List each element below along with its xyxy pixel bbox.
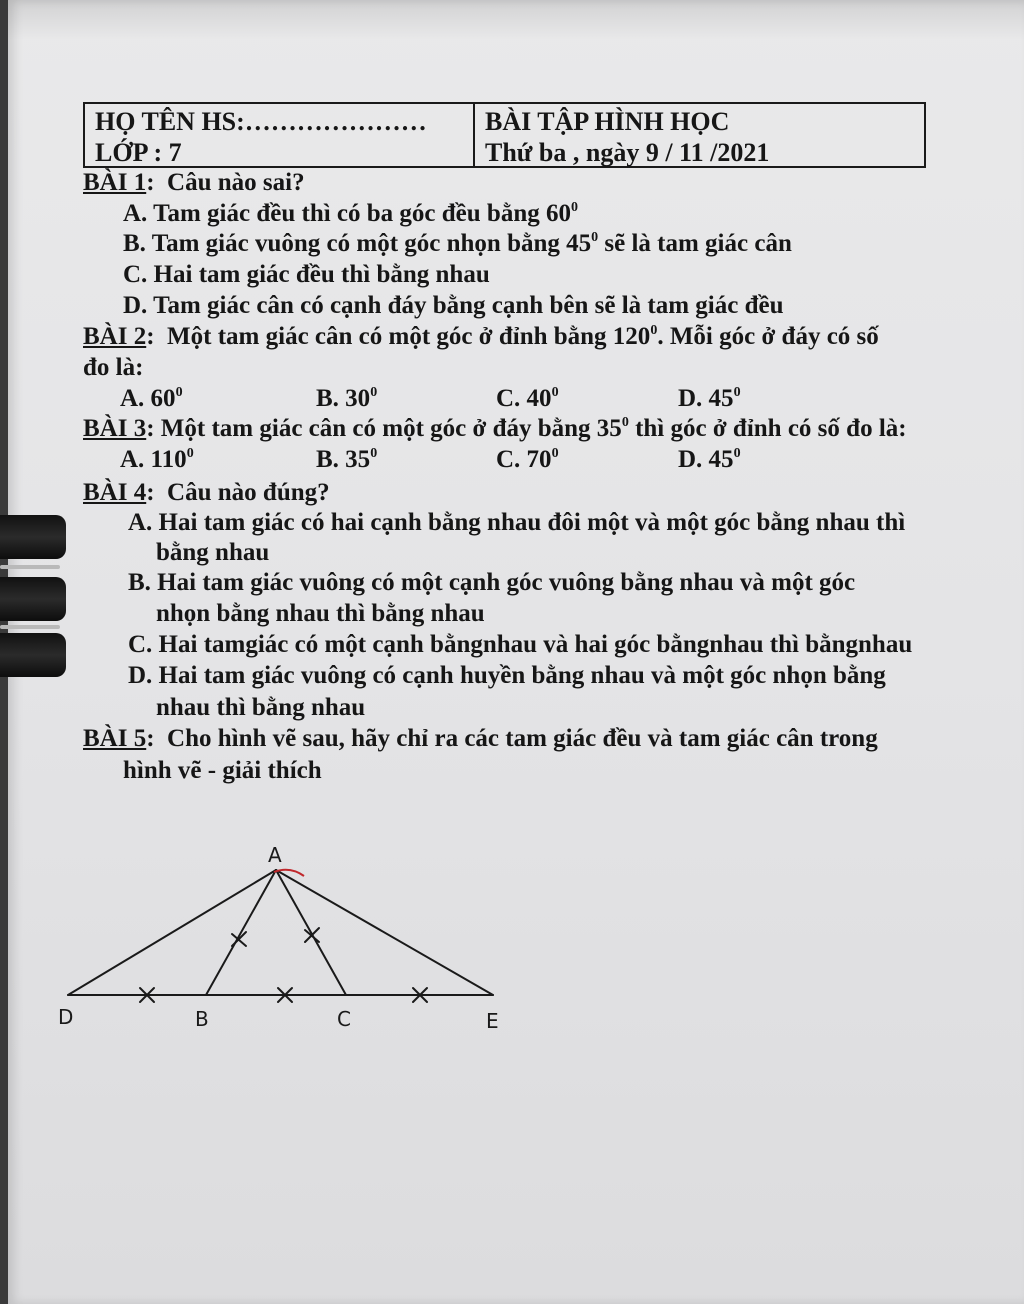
bai3-text: Một tam giác cân có một góc ở đáy bằng 35 — [160, 415, 622, 442]
bai1-option-b-tail: sẽ là tam giác cân — [598, 230, 792, 257]
bai1-option-a-text: A. Tam giác đều thì có ba góc đều bằng 60 — [123, 200, 571, 227]
degree-sup: 0 — [186, 446, 194, 461]
degree-sup: 0 — [733, 446, 741, 461]
worksheet-date: Thứ ba , ngày 9 / 11 /2021 — [485, 138, 770, 167]
bai2-question-line2: đo là: — [83, 354, 144, 381]
degree-sup: 0 — [175, 385, 183, 400]
bai4-option-c: C. Hai tamgiác có một cạnh bằngnhau và hai góc bằngnhau thì bằngnhau — [128, 631, 913, 658]
student-name-label: HỌ TÊN HS:………………… — [95, 107, 427, 136]
bai5-label: BÀI 5 — [83, 725, 147, 752]
bai3-label: BÀI 3 — [83, 415, 147, 442]
bai2-option-d-text: D. 45 — [678, 385, 734, 412]
bai2-text: Một tam giác cân có một góc ở đỉnh bằng 120 — [167, 323, 651, 350]
bai3-option-a-text: A. 110 — [120, 446, 187, 473]
bai5-text: Cho hình vẽ sau, hãy chỉ ra các tam giác đều và tam giác cân trong — [167, 725, 878, 752]
worksheet-page — [8, 0, 1024, 1304]
bai2-question: BÀI 2: Một tam giác cân có một góc ở đỉnh bằng $120^0$. Mỗi góc ở đáy có số — [83, 323, 879, 350]
degree-sup: 0 — [370, 385, 378, 400]
degree-sup: 0 — [650, 323, 658, 338]
bai2-option-c-text: C. 40 — [496, 385, 552, 412]
bai1-question: BÀI 1: Câu nào sai? — [83, 169, 305, 196]
bai3-question: BÀI 3: Một tam giác cân có một góc ở đáy bằng $35^0$ thì góc ở đỉnh có số đo là: — [83, 415, 907, 442]
point-label-E: E — [486, 1009, 499, 1033]
bai5-question-line2: hình vẽ - giải thích — [123, 757, 322, 784]
bai2-option-a-text: A. 60 — [120, 385, 176, 412]
point-label-C: C — [337, 1007, 351, 1031]
bai4-option-a: A. Hai tam giác có hai cạnh bằng nhau đôi một và một góc bằng nhau thì — [128, 509, 906, 536]
degree-sup: 0 — [551, 385, 559, 400]
bai3-text-tail: thì góc ở đỉnh có số đo là: — [628, 415, 907, 442]
worksheet-title: BÀI TẬP HÌNH HỌC — [485, 107, 730, 136]
clip-jaw-bottom — [0, 633, 66, 677]
class-label: LỚP : 7 — [95, 138, 182, 167]
bai1-option-d: D. Tam giác cân có cạnh đáy bằng cạnh bên sẽ là tam giác đều — [123, 292, 784, 319]
degree-sup: 0 — [571, 200, 578, 215]
bai2-text-tail: . Mỗi góc ở đáy có số — [657, 323, 879, 350]
point-label-A: A — [268, 843, 282, 867]
degree-sup: 0 — [370, 446, 378, 461]
bai4-question: BÀI 4: Câu nào đúng? — [83, 479, 330, 506]
bai3-option-c-text: C. 70 — [496, 446, 552, 473]
bai1-option-c: C. Hai tam giác đều thì bằng nhau — [123, 261, 490, 288]
clip-jaw-top — [0, 515, 66, 559]
clip-jaw-mid — [0, 577, 66, 621]
binder-clip — [0, 505, 70, 675]
bai4-option-b: B. Hai tam giác vuông có một cạnh góc vuông bằng nhau và một góc — [128, 569, 856, 596]
degree-sup: 0 — [733, 385, 741, 400]
point-label-B: B — [195, 1007, 209, 1031]
bai5-question: BÀI 5: Cho hình vẽ sau, hãy chỉ ra các tam giác đều và tam giác cân trong — [83, 725, 878, 752]
bai4-option-d-line2: nhau thì bằng nhau — [156, 694, 366, 721]
bai3-option-d-text: D. 45 — [678, 446, 734, 473]
bai3-option-b-text: B. 35 — [316, 446, 371, 473]
segment-AC — [276, 870, 346, 995]
degree-sup: 0 — [621, 415, 629, 430]
triangle-figure — [8, 0, 1024, 1304]
bai1-option-b-text: B. Tam giác vuông có một góc nhọn bằng 45 — [123, 230, 592, 257]
bai4-label: BÀI 4 — [83, 479, 147, 506]
bai4-option-d: D. Hai tam giác vuông có cạnh huyền bằng nhau và một góc nhọn bằng — [128, 662, 886, 689]
bai4-option-b-line2: nhọn bằng nhau thì bằng nhau — [156, 600, 485, 627]
bai4-text: Câu nào đúng? — [167, 479, 330, 506]
bai4-option-a-line2: bằng nhau — [156, 539, 270, 566]
tick-mark-AC — [305, 928, 319, 942]
point-label-D: D — [58, 1005, 74, 1029]
segment-AB — [206, 870, 276, 995]
clip-wire — [0, 625, 60, 629]
bai2-label: BÀI 2 — [83, 323, 147, 350]
bai1-label: BÀI 1 — [83, 169, 147, 196]
bai1-text: Câu nào sai? — [167, 169, 305, 196]
bai2-option-b-text: B. 30 — [316, 385, 371, 412]
clip-wire — [0, 565, 60, 569]
degree-sup: 0 — [591, 230, 599, 245]
degree-sup: 0 — [551, 446, 559, 461]
